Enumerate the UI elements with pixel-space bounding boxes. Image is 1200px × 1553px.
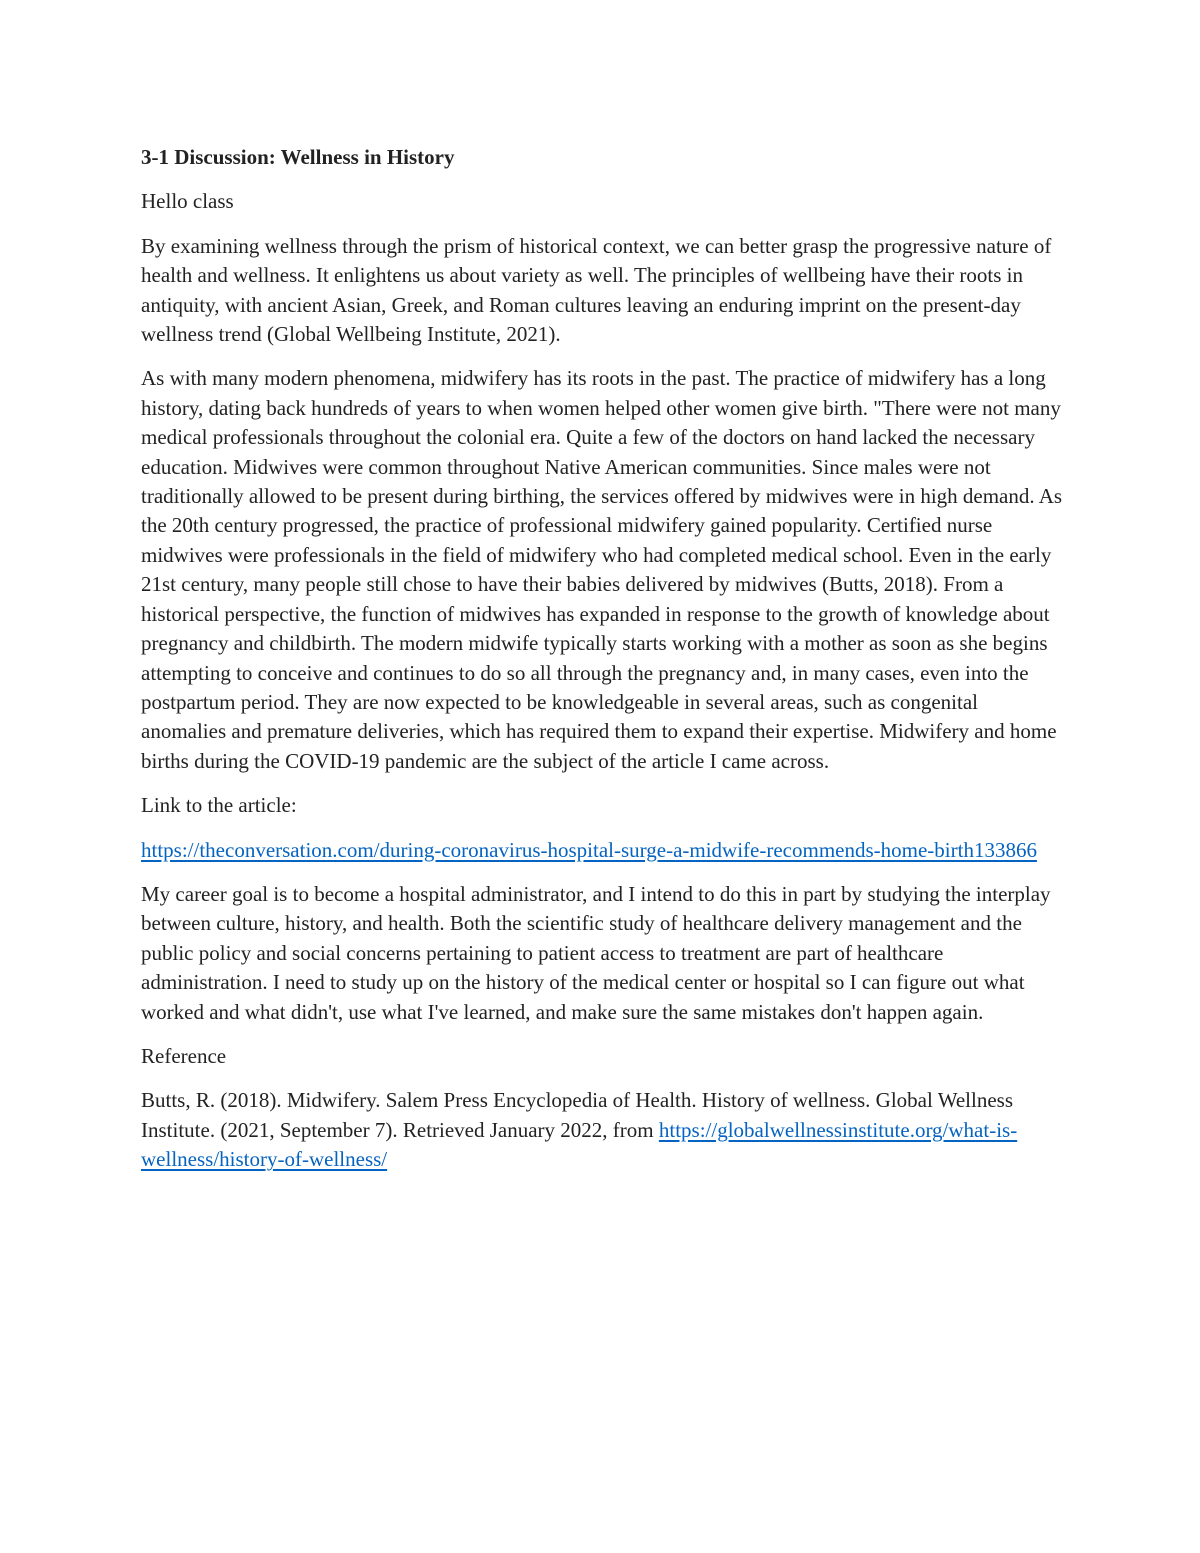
greeting: Hello class	[141, 189, 234, 214]
paragraph-wellness-history: By examining wellness through the prism of historical context, we can better grasp the progressive nature of health and wellness. It enlightens us about variety as well. The principles of wellbeing have their roots in antiquity, with ancient Asian, Greek, and Roman cultures leaving an enduring imprint on the present-day wellness trend (Global Wellbeing Institute, 2021).	[141, 233, 1052, 347]
article-link-label: Link to the article:	[141, 793, 297, 818]
reference-heading: Reference	[141, 1043, 227, 1068]
article-link[interactable]: https://theconversation.com/during-coronavirus-hospital-surge-a-midwife-recommends-home-birth133866	[141, 837, 1037, 862]
article-link-paragraph	[141, 836, 1063, 865]
paragraph-midwifery: As with many modern phenomena, midwifery has its roots in the past. The practice of midwifery has a long history, dating back hundreds of years to when women helped other women give birth. "There were not many medical professionals throughout the colonial era. Quite a few of the doctors on hand lacked the necessary education. Midwives were common throughout Native American communities. Since males were not traditionally allowed to be present during birthing, the services offered by midwives were in high demand. As the 20th century progressed, the practice of professional midwifery gained popularity. Certified nurse midwives were professionals in the field of midwifery who had completed medical school. Even in the early 21st century, many people still chose to have their babies delivered by midwives (Butts, 2018). From a historical perspective, the function of midwives has expanded in response to the growth of knowledge about pregnancy and childbirth. The modern midwife typically starts working with a mother as soon as she begins attempting to conceive and continues to do so all through the pregnancy and, in many cases, even into the postpartum period. They are now expected to be knowledgeable in several areas, such as congenital anomalies and premature deliveries, which has required them to expand their expertise. Midwifery and home births during the COVID-19 pandemic are the subject of the article I came across.	[141, 366, 1063, 773]
reference-entry	[141, 1086, 1063, 1174]
paragraph-career-goal: My career goal is to become a hospital administrator, and I intend to do this in part by studying the interplay between culture, history, and health. Both the scientific study of healthcare delivery management and the public policy and social concerns pertaining to patient access to treatment are part of healthcare administration. I need to study up on the history of the medical center or hospital so I can figure out what worked and what didn't, use what I've learned, and make sure the same mistakes don't happen again.	[141, 881, 1051, 1024]
reference-link[interactable]: https://globalwellnessinstitute.org/what-is-wellness/history-of-wellness/	[141, 1117, 1018, 1172]
document-title: 3-1 Discussion: Wellness in History	[141, 145, 455, 169]
document-page	[141, 143, 1063, 1190]
reference-text: Butts, R. (2018). Midwifery. Salem Press Encyclopedia of Health. History of wellness. Global Wellness Institute. (2021, September 7). Retrieved January 2022, from	[141, 1088, 1014, 1142]
